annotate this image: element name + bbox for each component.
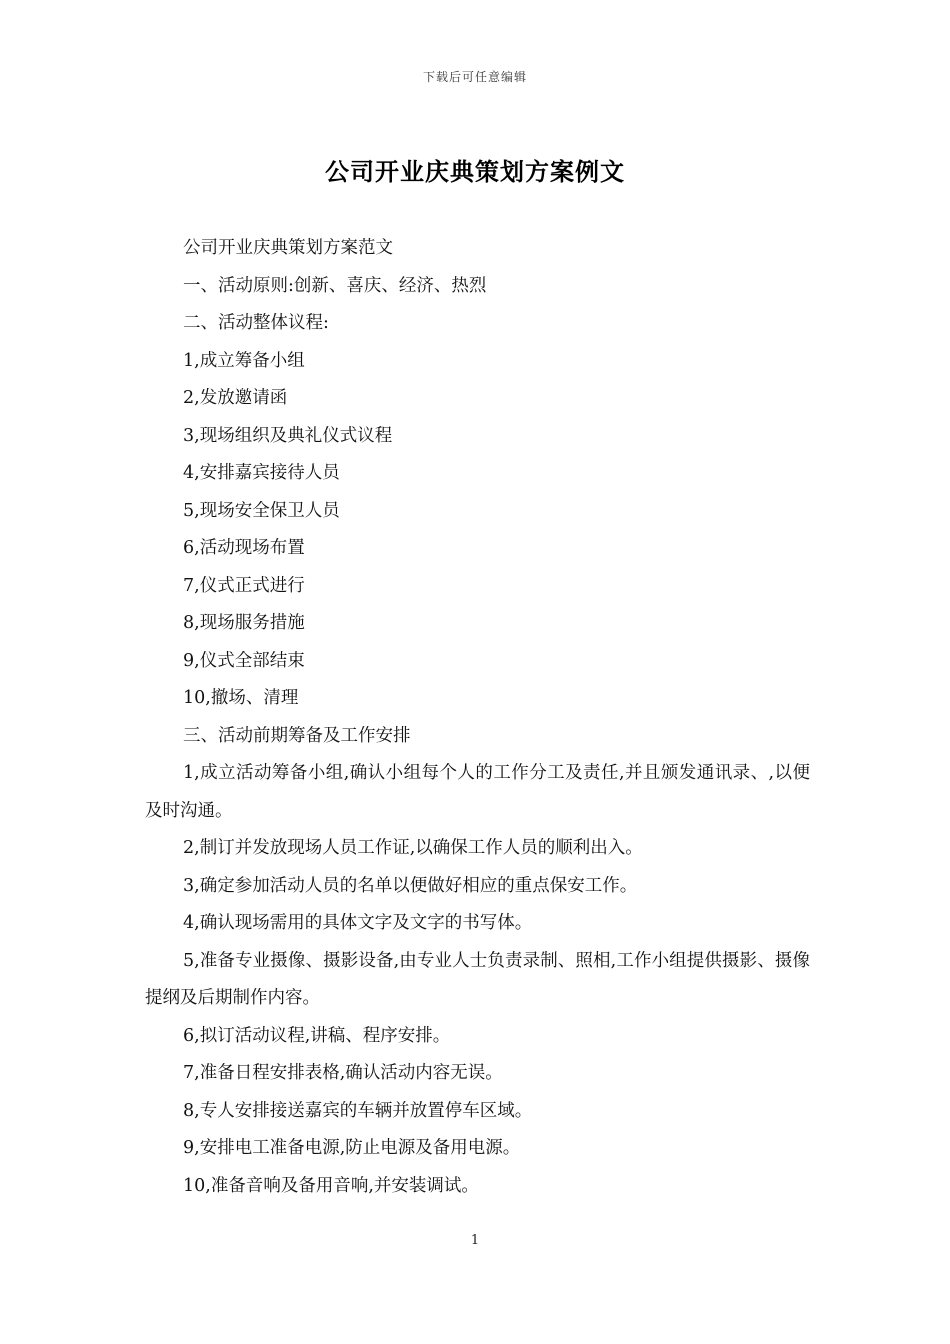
document-body (145, 230, 810, 1205)
list-item: 2,制订并发放现场人员工作证,以确保工作人员的顺利出入。 (183, 838, 643, 858)
list-item: 7,仪式正式进行 (183, 575, 305, 596)
list-item: 10,撤场、清理 (183, 688, 299, 708)
list-item: 1,成立活动筹备小组,确认小组每个人的工作分工及责任,并且颁发通讯录、,以便及时沟通。 (145, 763, 810, 821)
paragraph-section-3: 三、活动前期筹备及工作安排 (183, 725, 411, 746)
header-note: 下载后可任意编辑 (422, 70, 527, 84)
list-item: 5,现场安全保卫人员 (183, 500, 340, 521)
paragraph-section-1: 一、活动原则:创新、喜庆、经济、热烈 (183, 275, 487, 296)
list-item: 10,准备音响及备用音响,并安装调试。 (183, 1175, 479, 1196)
list-item: 2,发放邀请函 (183, 388, 288, 408)
list-item: 9,安排电工准备电源,防止电源及备用电源。 (183, 1138, 521, 1158)
list-item: 8,现场服务措施 (183, 613, 305, 633)
list-item: 8,专人安排接送嘉宾的车辆并放置停车区域。 (183, 1100, 533, 1121)
list-item: 5,准备专业摄像、摄影设备,由专业人士负责录制、照相,工作小组提供摄影、摄像提纲及后期制作内容。 (145, 950, 810, 1008)
list-item: 4,安排嘉宾接待人员 (183, 463, 340, 483)
list-item: 1,成立筹备小组 (183, 350, 305, 371)
document-title: 公司开业庆典策划方案例文 (325, 157, 625, 186)
list-item: 3,确定参加活动人员的名单以便做好相应的重点保安工作。 (183, 875, 638, 896)
paragraph-section-2: 二、活动整体议程: (183, 313, 329, 333)
list-item: 4,确认现场需用的具体文字及文字的书写体。 (183, 913, 533, 933)
list-item: 3,现场组织及典礼仪式议程 (183, 425, 393, 446)
list-item: 7,准备日程安排表格,确认活动内容无误。 (183, 1063, 503, 1083)
list-item: 6,活动现场布置 (183, 538, 305, 558)
paragraph-subtitle: 公司开业庆典策划方案范文 (183, 238, 393, 258)
list-item: 9,仪式全部结束 (183, 650, 305, 671)
page-number: 1 (470, 1233, 480, 1248)
list-item: 6,拟订活动议程,讲稿、程序安排。 (183, 1025, 451, 1046)
